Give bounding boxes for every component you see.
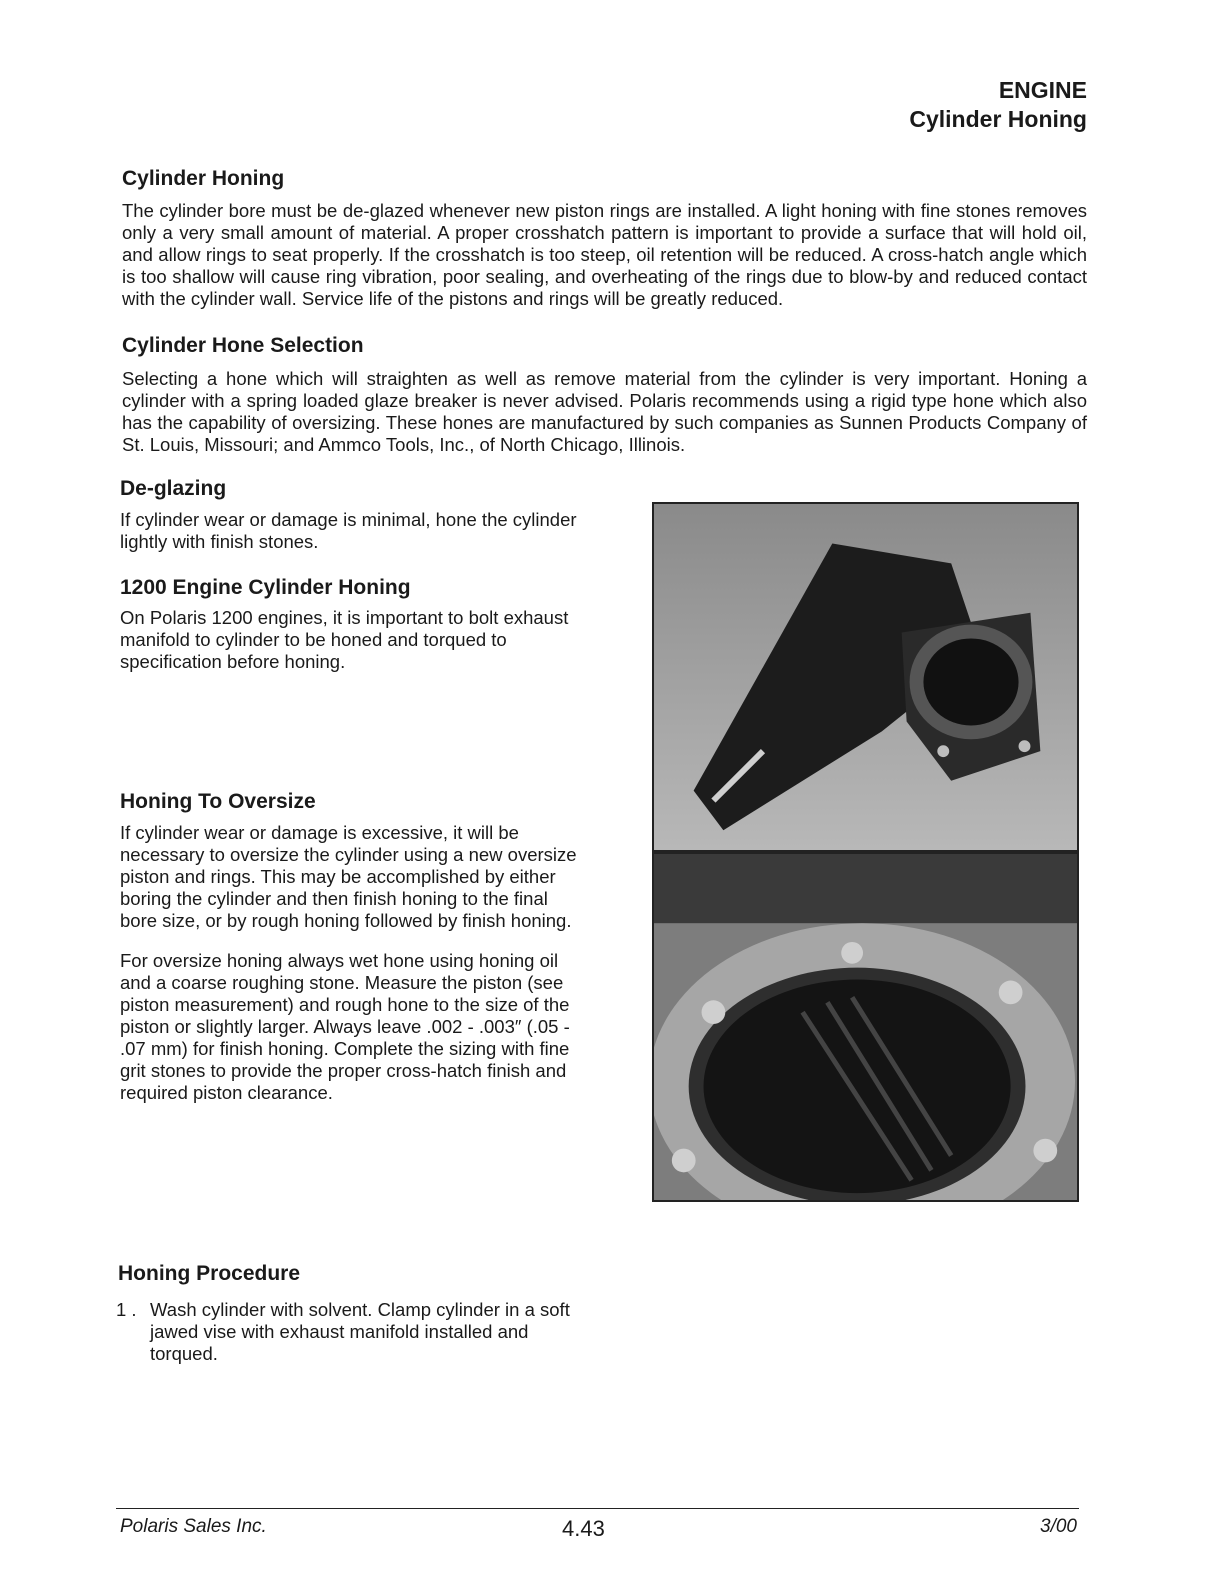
photo-cylinder-manifold bbox=[652, 502, 1079, 852]
para-hone-selection: Selecting a hone which will straighten as well as remove material from the cylinder is very important. Honing a cylinder with a spring loaded glaze breaker is never advised. Polaris recommends using a rigid type hone which also has the capability of oversizing. These hones are manufactured by such companies as Sunnen Products Company of St. Louis, Missouri; and Ammco Tools, Inc., of North Chicago, Illinois. bbox=[122, 368, 1087, 455]
heading-honing-procedure: Honing Procedure bbox=[118, 1262, 301, 1285]
page-header bbox=[909, 76, 1087, 134]
procedure-step bbox=[116, 1299, 596, 1365]
footer-rule bbox=[116, 1508, 1079, 1509]
heading-deglazing: De-glazing bbox=[120, 477, 227, 500]
footer-page-number: 4.43 bbox=[562, 1516, 605, 1541]
para-oversize-1: If cylinder wear or damage is excessive, it will be necessary to oversize the cylinder using a new oversize piston and rings. This may be accomplished by either boring the cylinder and then finish honing to the final bore size, or by rough honing followed by finish honing. bbox=[120, 822, 577, 931]
heading-1200-engine: 1200 Engine Cylinder Honing bbox=[120, 576, 411, 599]
heading-hone-selection: Cylinder Hone Selection bbox=[122, 334, 364, 357]
step-text: Wash cylinder with solvent. Clamp cylinder in a soft jawed vise with exhaust manifold installed and torqued. bbox=[150, 1299, 570, 1364]
header-section: ENGINE bbox=[998, 77, 1087, 103]
para-1200-engine: On Polaris 1200 engines, it is important to bolt exhaust manifold to cylinder to be honed and torqued to specification before honing. bbox=[120, 607, 569, 672]
step-number: 1 . bbox=[116, 1299, 137, 1320]
footer-company: Polaris Sales Inc. bbox=[120, 1516, 267, 1537]
footer-date: 3/00 bbox=[1040, 1516, 1077, 1537]
para-oversize-2: For oversize honing always wet hone using honing oil and a coarse roughing stone. Measure the piston (see piston measurement) and rough hone to the size of the piston or slightly larger. Always leave .002 - .003″ (.05 - .07 mm) for finish honing. Complete the sizing with fine grit stones to provide the proper cross-hatch finish and required piston clearance. bbox=[120, 950, 570, 1103]
para-cylinder-honing: The cylinder bore must be de-glazed whenever new piston rings are installed. A light honing with fine stones removes only a very small amount of material. A proper crosshatch pattern is important to provide a surface that will hold oil, and allow rings to seat properly. If the crosshatch is too steep, oil retention will be reduced. A cross-hatch angle which is too shallow will cause ring vibration, poor sealing, and overheating of the rings due to blow-by and reduced contact with the cylinder wall. Service life of the pistons and rings will be greatly reduced. bbox=[122, 200, 1087, 309]
header-subsection: Cylinder Honing bbox=[909, 106, 1087, 132]
heading-cylinder-honing: Cylinder Honing bbox=[122, 167, 285, 190]
heading-honing-oversize: Honing To Oversize bbox=[120, 790, 316, 813]
photo-cylinder-bore bbox=[652, 852, 1079, 1202]
para-deglazing: If cylinder wear or damage is minimal, hone the cylinder lightly with finish stones. bbox=[120, 509, 577, 552]
